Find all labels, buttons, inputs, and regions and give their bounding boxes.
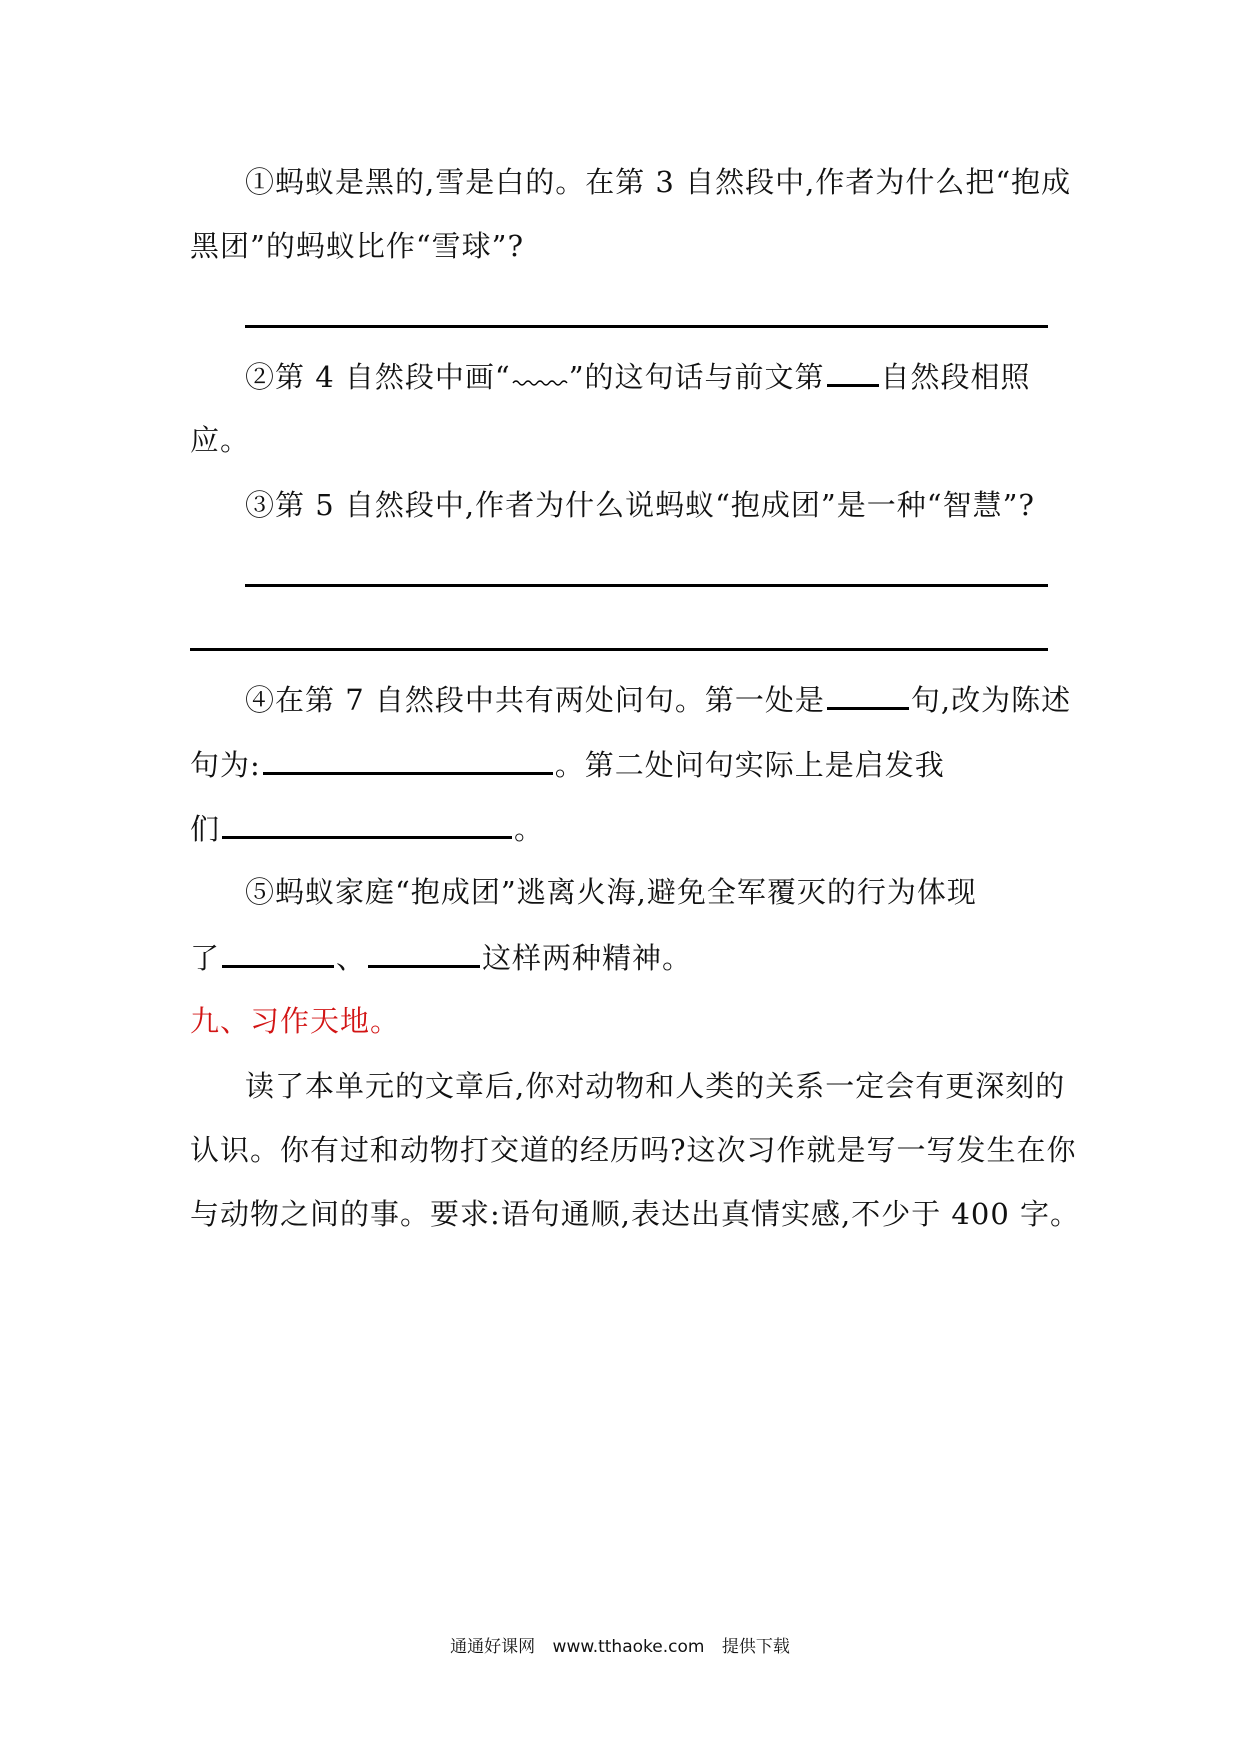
page-footer <box>0 1632 1240 1657</box>
blank-q4-first-question[interactable] <box>827 679 909 710</box>
question-5-text-a: 了 <box>190 941 221 975</box>
blank-q4-statement[interactable] <box>263 744 553 775</box>
question-2-text-c: 自然段相照 <box>880 360 1031 394</box>
answer-line-q3-b[interactable] <box>190 648 1048 651</box>
wavy-underline-mark <box>511 367 569 387</box>
question-3-line-1: ③第 5 自然段中,作者为什么说蚂蚁“抱成团”是一种“智慧”? <box>245 488 1035 522</box>
question-4-text-b: 句,改为陈述 <box>910 683 1072 717</box>
question-1-line-2: 黑团”的蚂蚁比作“雪球”? <box>190 229 525 263</box>
question-4-line-1 <box>245 679 1071 720</box>
blank-q2-paragraph[interactable] <box>827 356 879 387</box>
question-2-line-1 <box>245 356 1031 397</box>
blank-q4-inspire[interactable] <box>222 808 512 839</box>
question-5-text-b: 、 <box>336 941 367 975</box>
answer-line-q1[interactable] <box>245 325 1048 328</box>
answer-line-q3-a[interactable] <box>245 584 1048 587</box>
question-4-text-d: 。第二处问句实际上是启发我 <box>554 748 945 782</box>
footer-url[interactable]: www.tthaoke.com <box>552 1637 705 1657</box>
question-4-text-c: 句为: <box>190 748 261 782</box>
section-9-paragraph-line-3: 与动物之间的事。要求:语句通顺,表达出真情实感,不少于 400 字。 <box>190 1197 1080 1231</box>
question-4-text-e: 们 <box>190 812 221 846</box>
footer-site-name: 通通好课网 <box>450 1637 536 1657</box>
blank-q5-spirit-1[interactable] <box>222 937 334 968</box>
question-4-line-3 <box>190 808 544 849</box>
question-1-line-1: ①蚂蚁是黑的,雪是白的。在第 3 自然段中,作者为什么把“抱成 <box>245 165 1072 199</box>
question-4-text-a: ④在第 7 自然段中共有两处问句。第一处是 <box>245 683 825 717</box>
blank-q5-spirit-2[interactable] <box>368 937 480 968</box>
section-9-heading: 九、习作天地。 <box>190 1004 401 1038</box>
question-5-line-2 <box>190 937 692 978</box>
footer-suffix: 提供下载 <box>721 1637 790 1657</box>
section-9-paragraph-line-1: 读了本单元的文章后,你对动物和人类的关系一定会有更深刻的 <box>245 1069 1066 1103</box>
question-5-line-1: ⑤蚂蚁家庭“抱成团”逃离火海,避免全军覆灭的行为体现 <box>245 875 977 909</box>
question-4-text-f: 。 <box>514 812 545 846</box>
question-2-line-2: 应。 <box>190 423 251 457</box>
question-2-text-b: ”的这句话与前文第 <box>568 360 825 394</box>
question-4-line-2 <box>190 744 945 785</box>
question-5-text-c: 这样两种精神。 <box>482 941 693 975</box>
question-2-text-a: ②第 4 自然段中画“ <box>245 360 511 394</box>
section-9-paragraph-line-2: 认识。你有过和动物打交道的经历吗?这次习作就是写一写发生在你 <box>190 1133 1077 1167</box>
